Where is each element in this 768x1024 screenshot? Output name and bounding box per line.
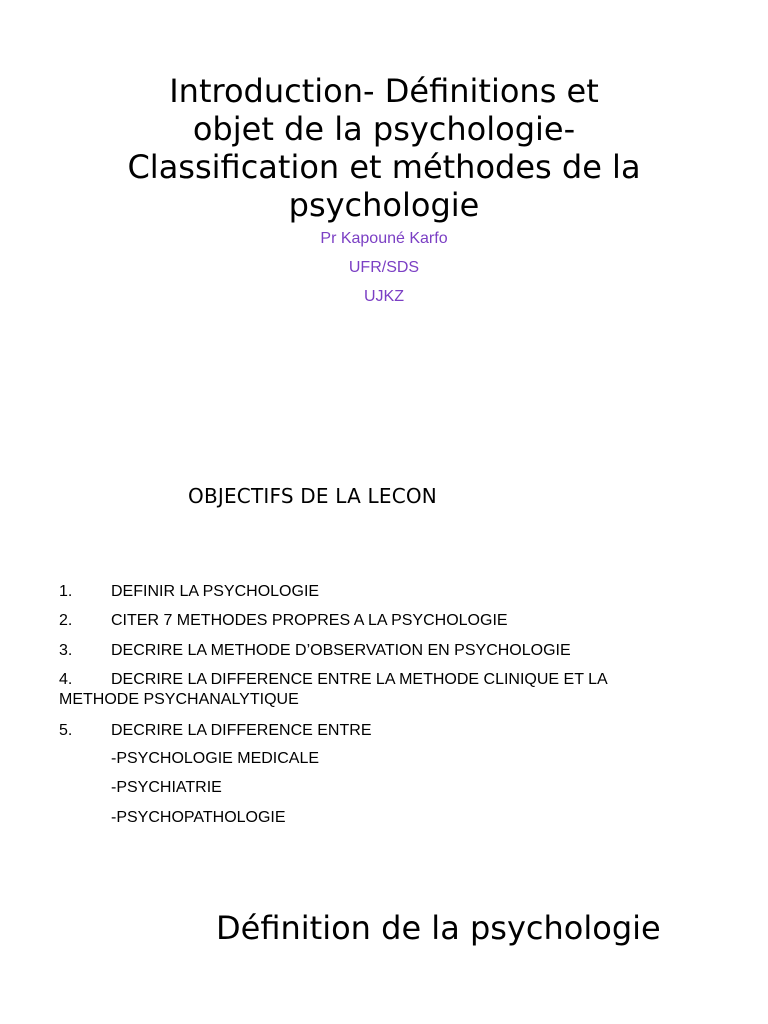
item-text: CITER 7 METHODES PROPRES A LA PSYCHOLOGIE — [111, 612, 508, 629]
objectives-heading: OBJECTIFS DE LA LECON — [188, 484, 437, 508]
item-text-continuation: METHODE PSYCHANALYTIQUE — [59, 691, 299, 708]
author-university: UJKZ — [364, 288, 404, 305]
title-line: objet de la psychologie- — [192, 110, 576, 148]
author-name: Pr Kapouné Karfo — [320, 230, 448, 247]
document-title — [60, 72, 708, 224]
item-text: DECRIRE LA DIFFERENCE ENTRE LA METHODE CLINIQUE ET LA — [111, 671, 608, 688]
title-line: Classification et méthodes de la — [127, 148, 641, 186]
item-number: 4. — [59, 671, 73, 688]
sub-item: -PSYCHOLOGIE MEDICALE — [111, 750, 320, 767]
title-line: psychologie — [288, 186, 480, 224]
section-heading: Définition de la psychologie — [216, 909, 661, 947]
item-number: 5. — [59, 722, 73, 739]
sub-item: -PSYCHIATRIE — [111, 779, 222, 796]
item-number: 1. — [59, 583, 73, 600]
item-number: 2. — [59, 612, 73, 629]
sub-item: -PSYCHOPATHOLOGIE — [111, 809, 286, 826]
item-number: 3. — [59, 642, 73, 659]
item-text: DECRIRE LA DIFFERENCE ENTRE — [111, 722, 372, 739]
item-text: DEFINIR LA PSYCHOLOGIE — [111, 583, 320, 600]
title-line: Introduction- Définitions et — [169, 72, 599, 110]
item-text: DECRIRE LA METHODE D’OBSERVATION EN PSYCHOLOGIE — [111, 642, 571, 659]
author-unit: UFR/SDS — [348, 259, 420, 276]
